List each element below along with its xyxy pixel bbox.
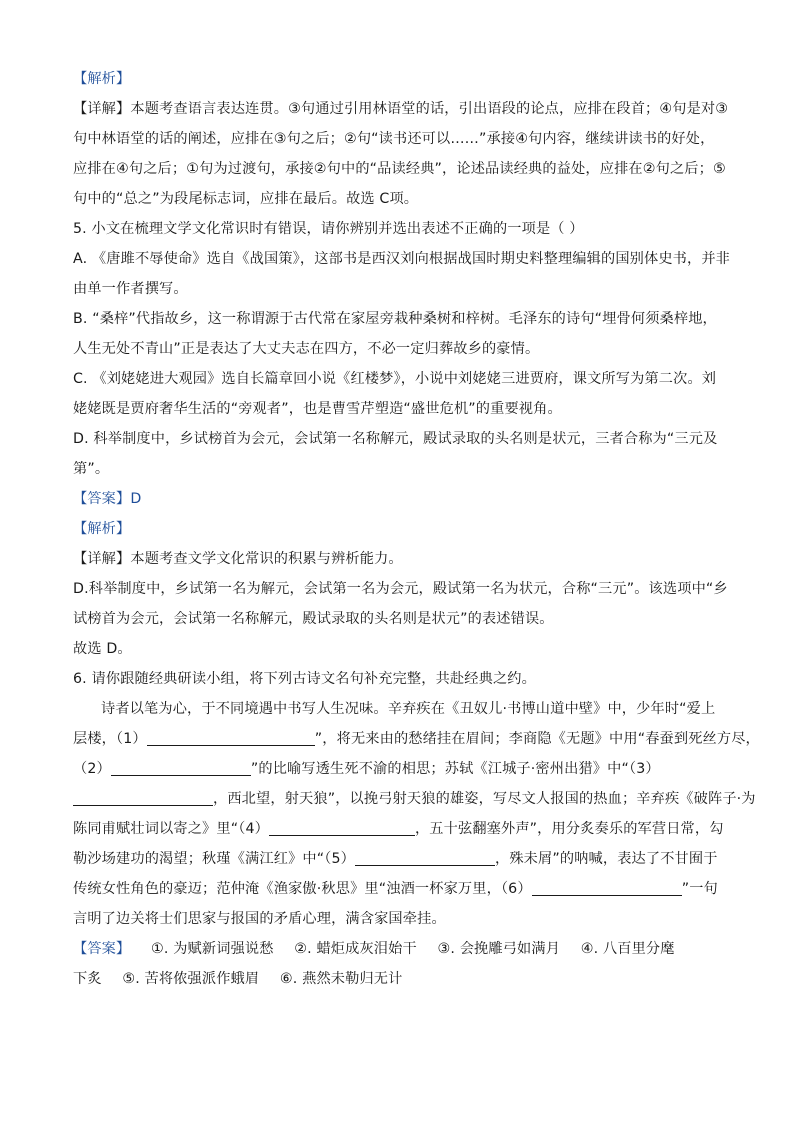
option-d-cont: 第”。 [73, 461, 110, 477]
fill-blank-4[interactable] [269, 817, 415, 836]
option-a-cont: 由单一作者撰写。 [73, 281, 188, 297]
answer-item: ②. 蜡炬成灰泪始干 [294, 941, 417, 957]
analysis-line: 句中的“总之”为段尾标志词，应排在最后。故选 C项。 [73, 191, 419, 207]
analysis-heading: 【解析】 [73, 521, 131, 537]
answer-item: ①. 为赋新词强说愁 [151, 941, 274, 957]
passage-line: 勒沙场建功的渴望；秋瑾《满江红》中“（5） ，殊未屑”的呐喊，表达了不甘囿于 [73, 844, 725, 874]
detail-line: D.科举制度中，乡试第一名为解元，会试第一名为会元，殿试第一名为状元，合称“三元”。该选项中“乡 [73, 581, 728, 597]
answer-row [73, 934, 725, 964]
fill-blank-5[interactable] [355, 847, 495, 866]
analysis-line: 【详解】本题考查语言表达连贯。③句通过引用林语堂的话，引出语段的论点，应排在段首；④句是对③ [73, 101, 729, 117]
passage-line: 陈同甫赋壮词以寄之》里“（4） ，五十弦翻塞外声”，用分炙奏乐的军营日常，勾 [73, 814, 725, 844]
passage-line: 言明了边关将士们思家与报国的矛盾心理，满含家国牵挂。 [73, 911, 446, 927]
analysis-line: 句中林语堂的话的阐述，应排在③句之后；②句“读书还可以……”承接④句内容，继续讲读书的好处， [73, 131, 715, 147]
analysis-heading: 【解析】 [73, 71, 131, 87]
option-b-cont: 人生无处不青山”正是表达了大丈夫志在四方，不必一定归葬故乡的豪情。 [73, 341, 540, 357]
answer-row [73, 964, 725, 994]
fill-blank-6[interactable] [532, 877, 682, 896]
option-c-cont: 姥姥既是贾府奢华生活的“旁观者”，也是曹雪芹塑造“盛世危机”的重要视角。 [73, 401, 562, 417]
passage-line: ，西北望，射天狼”，以挽弓射天狼的雄姿，写尽文人报国的热血；辛弃疾《破阵子·为 [73, 784, 725, 814]
answer-item-cont: 下炙 [73, 971, 102, 987]
option-c: C. 《刘姥姥进大观园》选自长篇章回小说《红楼梦》，小说中刘姥姥三进贾府，课文所写为第二次。刘 [73, 371, 717, 387]
fill-blank-2[interactable] [111, 757, 251, 776]
option-b: B. “桑梓”代指故乡，这一称谓源于古代常在家屋旁栽种桑树和梓树。毛泽东的诗句“埋骨何须桑梓地， [73, 311, 717, 327]
question-5-stem: 5. 小文在梳理文学文化常识时有错误，请你辨别并选出表述不正确的一项是（ ） [73, 221, 584, 237]
answer-item: ③. 会挽雕弓如满月 [437, 941, 561, 957]
detail-line: 【详解】本题考查文学文化常识的积累与辨析能力。 [73, 551, 403, 567]
conclusion-line: 故选 D。 [73, 641, 132, 657]
detail-line: 试榜首为会元，会试第一名称解元，殿试录取的头名则是状元”的表述错误。 [73, 611, 554, 627]
answer-item: ④. 八百里分麾 [580, 941, 675, 957]
passage-line: 层楼，（1） ”，将无来由的愁绪挂在眉间；李商隐《无题》中用“春蚕到死丝方尽， [73, 724, 725, 754]
passage-line: （2） ”的比喻写透生死不渝的相思；苏轼《江城子·密州出猎》中“（3） [73, 754, 725, 784]
document-body [73, 64, 760, 994]
fill-blank-1[interactable] [147, 727, 315, 746]
question-6-stem: 6. 请你跟随经典研读小组，将下列古诗文名句补充完整，共赴经典之约。 [73, 671, 536, 687]
fill-blank-3[interactable] [73, 787, 213, 806]
option-d: D. 科举制度中，乡试榜首为会元，会试第一名称解元，殿试录取的头名则是状元，三者合称为“三元及 [73, 431, 718, 447]
passage-line: 传统女性角色的豪迈；范仲淹《渔家傲·秋思》里“浊酒一杯家万里，（6） ”一句 [73, 874, 725, 904]
answer-label: 【答案】 [73, 941, 131, 957]
answer-item: ⑤. 苦将侬强派作蛾眉 [122, 971, 260, 987]
passage-line: 诗者以笔为心，于不同境遇中书写人生况味。辛弃疾在《丑奴儿·书博山道中壁》中，少年时“爱上 [101, 701, 716, 717]
answer-item: ⑥. 燕然未勒归无计 [279, 971, 403, 987]
analysis-line: 应排在④句之后；①句为过渡句，承接②句中的“品读经典”，论述品读经典的益处，应排在②句之后；⑤ [73, 161, 726, 177]
option-a: A. 《唐雎不辱使命》选自《战国策》，这部书是西汉刘向根据战国时期史料整理编辑的国别体史书，并非 [73, 251, 731, 267]
answer-heading: 【答案】D [73, 491, 142, 507]
